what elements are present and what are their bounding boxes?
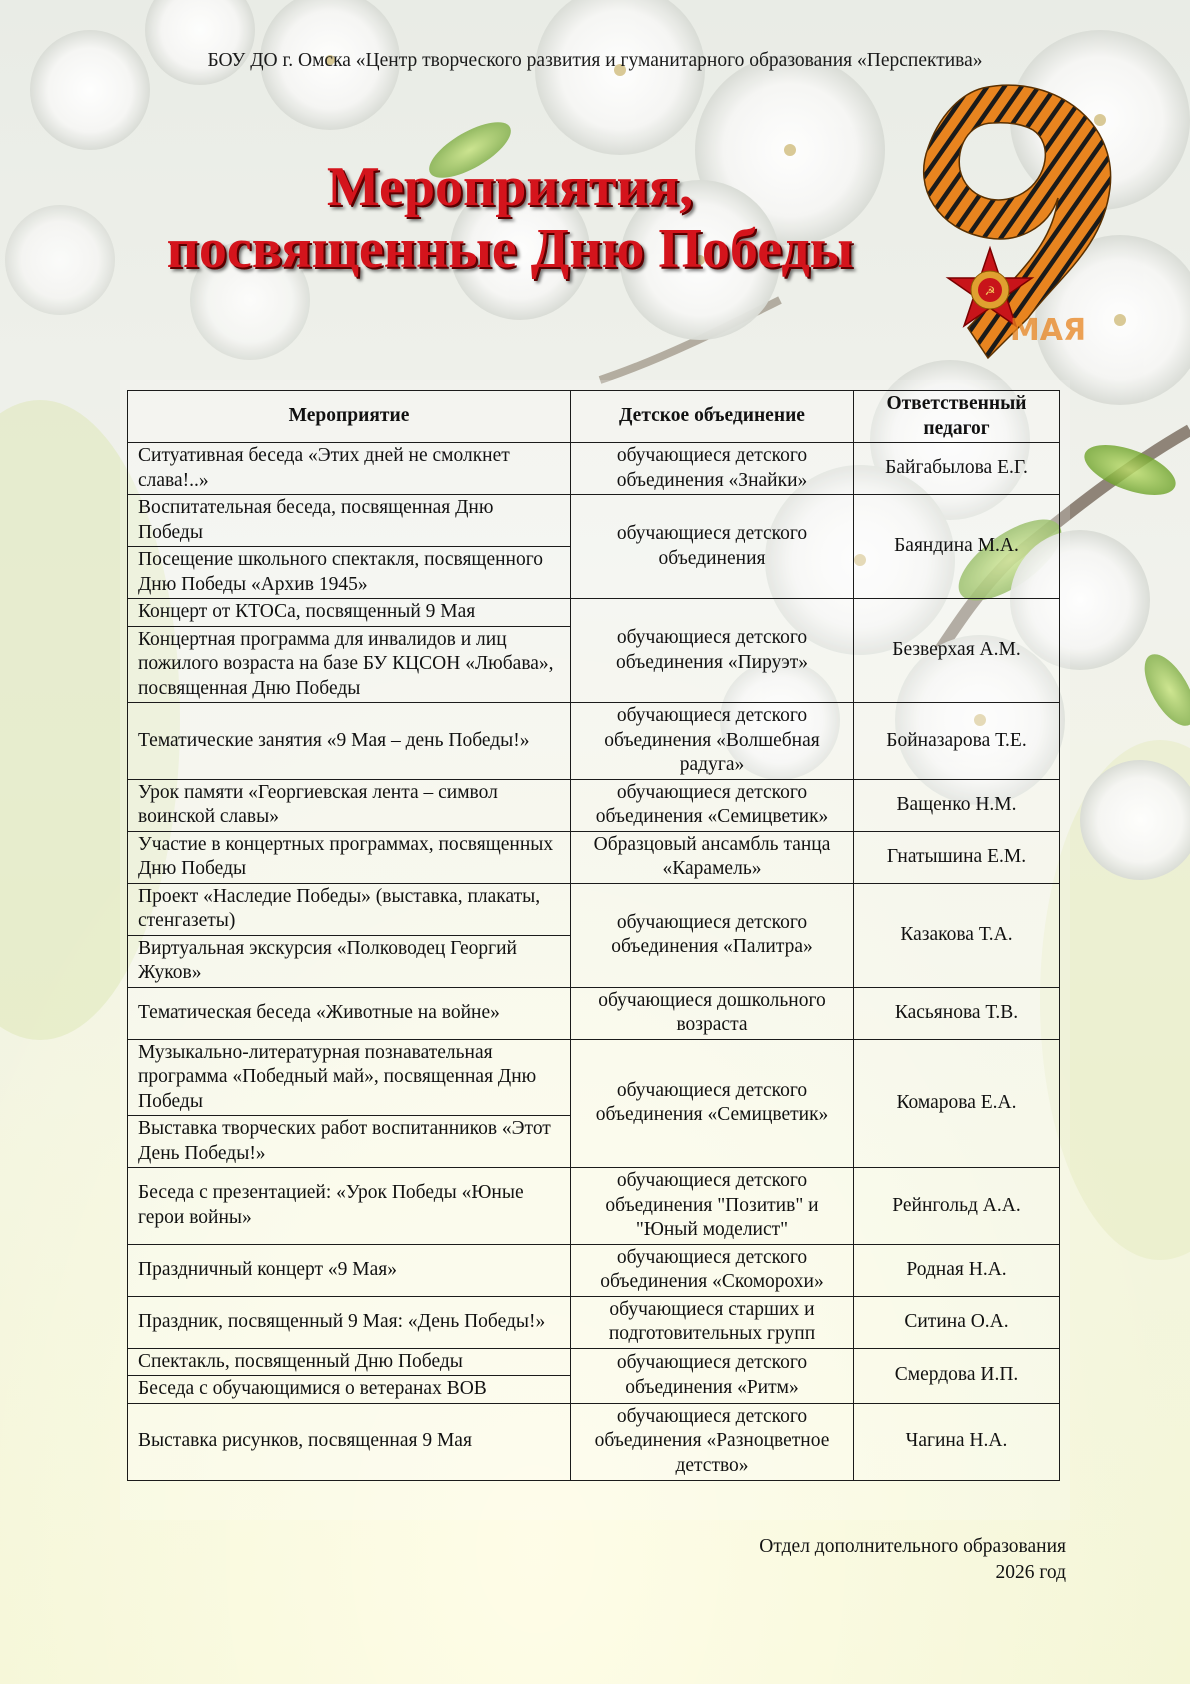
event-cell: Участие в концертных программах, посвященных Дню Победы bbox=[128, 831, 571, 883]
event-cell: Выставка творческих работ воспитанников «Этот День Победы!» bbox=[128, 1116, 571, 1168]
victory-day-ribbon-emblem-icon bbox=[888, 78, 1128, 368]
group-cell: обучающиеся детского объединения «Знайки» bbox=[571, 443, 854, 495]
event-cell: Воспитательная беседа, посвященная Дню Победы bbox=[128, 495, 571, 547]
column-header-pedagogue: Ответственный педагог bbox=[854, 391, 1060, 443]
page-title bbox=[110, 156, 910, 280]
group-cell: обучающиеся детского объединения «Ритм» bbox=[571, 1348, 854, 1403]
pedagogue-cell: Баяндина М.А. bbox=[854, 495, 1060, 599]
table-row bbox=[128, 831, 1060, 883]
column-header-group: Детское объединение bbox=[571, 391, 854, 443]
table-row bbox=[128, 1244, 1060, 1296]
table-row bbox=[128, 779, 1060, 831]
table-row bbox=[128, 443, 1060, 495]
title-line-2: посвященные Дню Победы bbox=[166, 218, 854, 280]
table-row bbox=[128, 1403, 1060, 1480]
table-row bbox=[128, 1348, 1060, 1376]
pedagogue-cell: Ващенко Н.М. bbox=[854, 779, 1060, 831]
pedagogue-cell: Бойназарова Т.Е. bbox=[854, 703, 1060, 780]
pedagogue-cell: Родная Н.А. bbox=[854, 1244, 1060, 1296]
group-cell: обучающиеся детского объединения "Позитив" и "Юный моделист" bbox=[571, 1168, 854, 1245]
table-row bbox=[128, 883, 1060, 935]
group-cell: обучающиеся детского объединения «Скоморохи» bbox=[571, 1244, 854, 1296]
event-cell: Праздничный концерт «9 Мая» bbox=[128, 1244, 571, 1296]
event-cell: Тематические занятия «9 Мая – день Победы!» bbox=[128, 703, 571, 780]
event-cell: Концерт от КТОСа, посвященный 9 Мая bbox=[128, 599, 571, 627]
table-row bbox=[128, 1168, 1060, 1245]
svg-text:☭: ☭ bbox=[984, 284, 996, 298]
event-cell: Выставка рисунков, посвященная 9 Мая bbox=[128, 1403, 571, 1480]
group-cell: Образцовый ансамбль танца «Карамель» bbox=[571, 831, 854, 883]
footer-year: 2026 год bbox=[995, 1562, 1066, 1583]
table-header-row bbox=[128, 391, 1060, 443]
pedagogue-cell: Байгабылова Е.Г. bbox=[854, 443, 1060, 495]
column-header-event: Мероприятие bbox=[128, 391, 571, 443]
pedagogue-cell: Гнатышина Е.М. bbox=[854, 831, 1060, 883]
table-row bbox=[128, 1039, 1060, 1116]
event-cell: Беседа с обучающимися о ветеранах ВОВ bbox=[128, 1376, 571, 1404]
group-cell: обучающиеся детского объединения bbox=[571, 495, 854, 599]
pedagogue-cell: Казакова Т.А. bbox=[854, 883, 1060, 987]
pedagogue-cell: Смердова И.П. bbox=[854, 1348, 1060, 1403]
group-cell: обучающиеся детского объединения «Палитра» bbox=[571, 883, 854, 987]
event-cell: Ситуативная беседа «Этих дней не смолкнет слава!..» bbox=[128, 443, 571, 495]
table-row bbox=[128, 703, 1060, 780]
group-cell: обучающиеся детского объединения «Семицветик» bbox=[571, 779, 854, 831]
table-row bbox=[128, 495, 1060, 547]
table-row bbox=[128, 599, 1060, 627]
table-row bbox=[128, 1296, 1060, 1348]
event-cell: Урок памяти «Георгиевская лента – символ воинской славы» bbox=[128, 779, 571, 831]
footer bbox=[759, 1534, 1066, 1586]
group-cell: обучающиеся детского объединения «Разноцветное детство» bbox=[571, 1403, 854, 1480]
group-cell: обучающиеся детского объединения «Пируэт» bbox=[571, 599, 854, 703]
pedagogue-cell: Комарова Е.А. bbox=[854, 1039, 1060, 1168]
emblem-may-word: МАЯ bbox=[1009, 313, 1087, 348]
event-cell: Беседа с презентацией: «Урок Победы «Юные герои войны» bbox=[128, 1168, 571, 1245]
pedagogue-cell: Чагина Н.А. bbox=[854, 1403, 1060, 1480]
event-cell: Праздник, посвященный 9 Мая: «День Победы!» bbox=[128, 1296, 571, 1348]
event-cell: Спектакль, посвященный Дню Победы bbox=[128, 1348, 571, 1376]
group-cell: обучающиеся старших и подготовительных групп bbox=[571, 1296, 854, 1348]
pedagogue-cell: Рейнгольд А.А. bbox=[854, 1168, 1060, 1245]
events-table bbox=[127, 390, 1060, 1481]
title-line-1: Мероприятия, bbox=[326, 156, 694, 218]
event-cell: Музыкально-литературная познавательная программа «Победный май», посвященная Дню Победы bbox=[128, 1039, 571, 1116]
event-cell: Концертная программа для инвалидов и лиц пожилого возраста на базе БУ КЦСОН «Любава», посвященная Дню Победы bbox=[128, 626, 571, 703]
pedagogue-cell: Касьянова Т.В. bbox=[854, 987, 1060, 1039]
organization-name: БОУ ДО г. Омска «Центр творческого развития и гуманитарного образования «Перспектива» bbox=[207, 50, 983, 71]
event-cell: Посещение школьного спектакля, посвященного Дню Победы «Архив 1945» bbox=[128, 547, 571, 599]
group-cell: обучающиеся детского объединения «Семицветик» bbox=[571, 1039, 854, 1168]
event-cell: Виртуальная экскурсия «Полководец Георгий Жуков» bbox=[128, 935, 571, 987]
event-cell: Проект «Наследие Победы» (выставка, плакаты, стенгазеты) bbox=[128, 883, 571, 935]
pedagogue-cell: Ситина О.А. bbox=[854, 1296, 1060, 1348]
group-cell: обучающиеся детского объединения «Волшебная радуга» bbox=[571, 703, 854, 780]
table-row bbox=[128, 987, 1060, 1039]
event-cell: Тематическая беседа «Животные на войне» bbox=[128, 987, 571, 1039]
footer-department: Отдел дополнительного образования bbox=[759, 1536, 1066, 1557]
pedagogue-cell: Безверхая А.М. bbox=[854, 599, 1060, 703]
group-cell: обучающиеся дошкольного возраста bbox=[571, 987, 854, 1039]
